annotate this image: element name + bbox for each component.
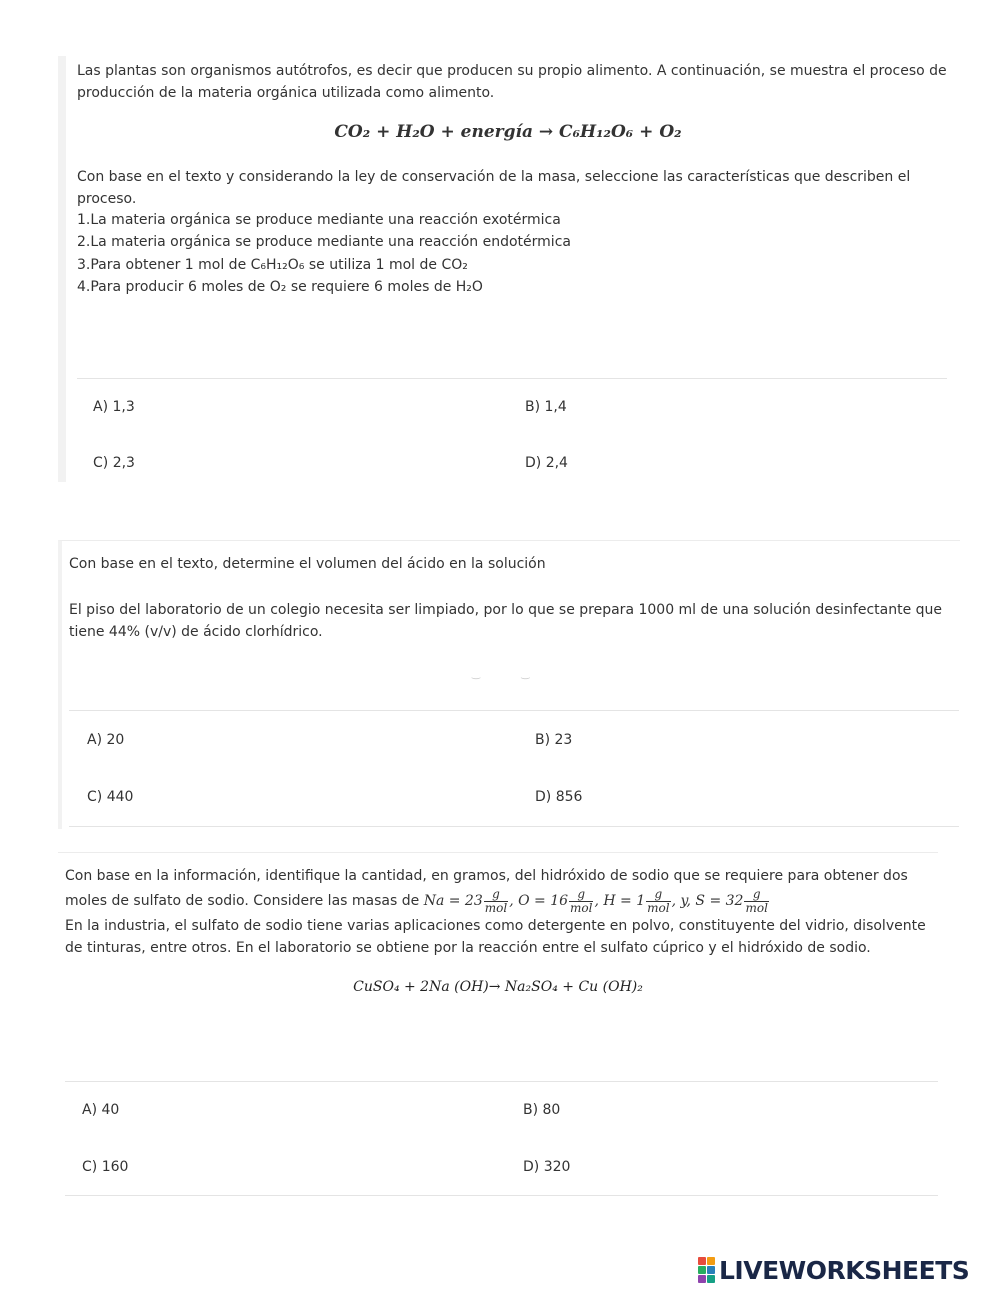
q1-equation: CO₂ + H₂O + energía → C₆H₁₂O₆ + O₂ [334, 122, 682, 142]
q3-divider-top [65, 1081, 938, 1082]
mass-s: , y, S = 32 [671, 893, 744, 909]
q1-option-d[interactable]: D) 2,4 [525, 455, 568, 471]
q2-option-c[interactable]: C) 440 [87, 789, 134, 805]
liveworksheets-logo [698, 1254, 996, 1286]
question-1 [58, 56, 950, 482]
faint-mark: ‿ ‿ [472, 669, 530, 680]
q1-option-b[interactable]: B) 1,4 [525, 399, 567, 415]
q2-option-d[interactable]: D) 856 [535, 789, 583, 805]
q2-divider-bottom [69, 826, 959, 827]
q3-option-d[interactable]: D) 320 [523, 1159, 571, 1175]
q3-option-c[interactable]: C) 160 [82, 1159, 129, 1175]
unit-fraction: $\frac{g}{\text{mol}}$ [570, 886, 593, 915]
q1-item-3: 3.Para obtener 1 mol de C₆H₁₂O₆ se utiliza 1 mol de CO₂ [77, 257, 468, 273]
q3-option-b[interactable]: B) 80 [523, 1102, 561, 1118]
q3-option-a[interactable]: A) 40 [82, 1102, 120, 1118]
mass-na: Na = 23 [423, 893, 483, 909]
q3-masses [65, 887, 940, 915]
q3-equation: CuSO₄ + 2Na (OH)→ Na₂SO₄ + Cu (OH)₂ [353, 979, 643, 995]
question-2 [58, 540, 960, 829]
q1-intro: Las plantas son organismos autótrofos, es decir que producen su propio alimento. A continuación, se muestra el proceso de producción de la materia orgánica utilizada como alimento. [77, 63, 947, 101]
q1-option-c[interactable]: C) 2,3 [93, 455, 135, 471]
q2-option-a[interactable]: A) 20 [87, 732, 125, 748]
q1-option-a[interactable]: A) 1,3 [93, 399, 135, 415]
q1-item-1: 1.La materia orgánica se produce mediante una reacción exotérmica [77, 212, 561, 228]
logo-mark-icon [698, 1257, 715, 1283]
unit-fraction: $\frac{g}{\text{mol}}$ [647, 886, 670, 915]
unit-fraction: $\frac{g}{\text{mol}}$ [484, 886, 508, 915]
q1-divider [77, 378, 947, 379]
logo-text: LIVEWORKSHEETS [719, 1255, 970, 1285]
q1-prompt: Con base en el texto y considerando la ley de conservación de la masa, seleccione las características que describen el proceso. [77, 169, 911, 207]
q2-text: El piso del laboratorio de un colegio necesita ser limpiado, por lo que se prepara 1000 ml de una solución desinfectante que tiene 44% (v/v) de ácido clorhídrico. [69, 602, 943, 640]
q1-item-4: 4.Para producir 6 moles de O₂ se requiere 6 moles de H₂O [77, 279, 483, 295]
mass-h: , H = 1 [594, 893, 646, 909]
q2-prompt: Con base en el texto, determine el volumen del ácido en la solución [69, 556, 546, 572]
q1-item-2: 2.La materia orgánica se produce mediante una reacción endotérmica [77, 234, 571, 250]
q3-text: En la industria, el sulfato de sodio tiene varias aplicaciones como detergente en polvo, constituyente del vidrio, disolvente de tinturas, entre otros. En el laboratorio se obtiene por la reacción entre el sulfato cúprico y el hidróxido de sodio. [65, 918, 926, 956]
mass-o: , O = 16 [509, 893, 569, 909]
q3-divider-bottom [65, 1195, 938, 1196]
q2-option-b[interactable]: B) 23 [535, 732, 573, 748]
q3-masses-lead: moles de sulfato de sodio. Considere las masas de [65, 893, 420, 909]
question-3 [58, 852, 938, 1198]
q2-divider-top [69, 710, 959, 711]
unit-fraction: $\frac{g}{\text{mol}}$ [745, 886, 768, 915]
q3-prompt: Con base en la información, identifique la cantidad, en gramos, del hidróxido de sodio que se requiere para obtener dos [65, 868, 908, 884]
